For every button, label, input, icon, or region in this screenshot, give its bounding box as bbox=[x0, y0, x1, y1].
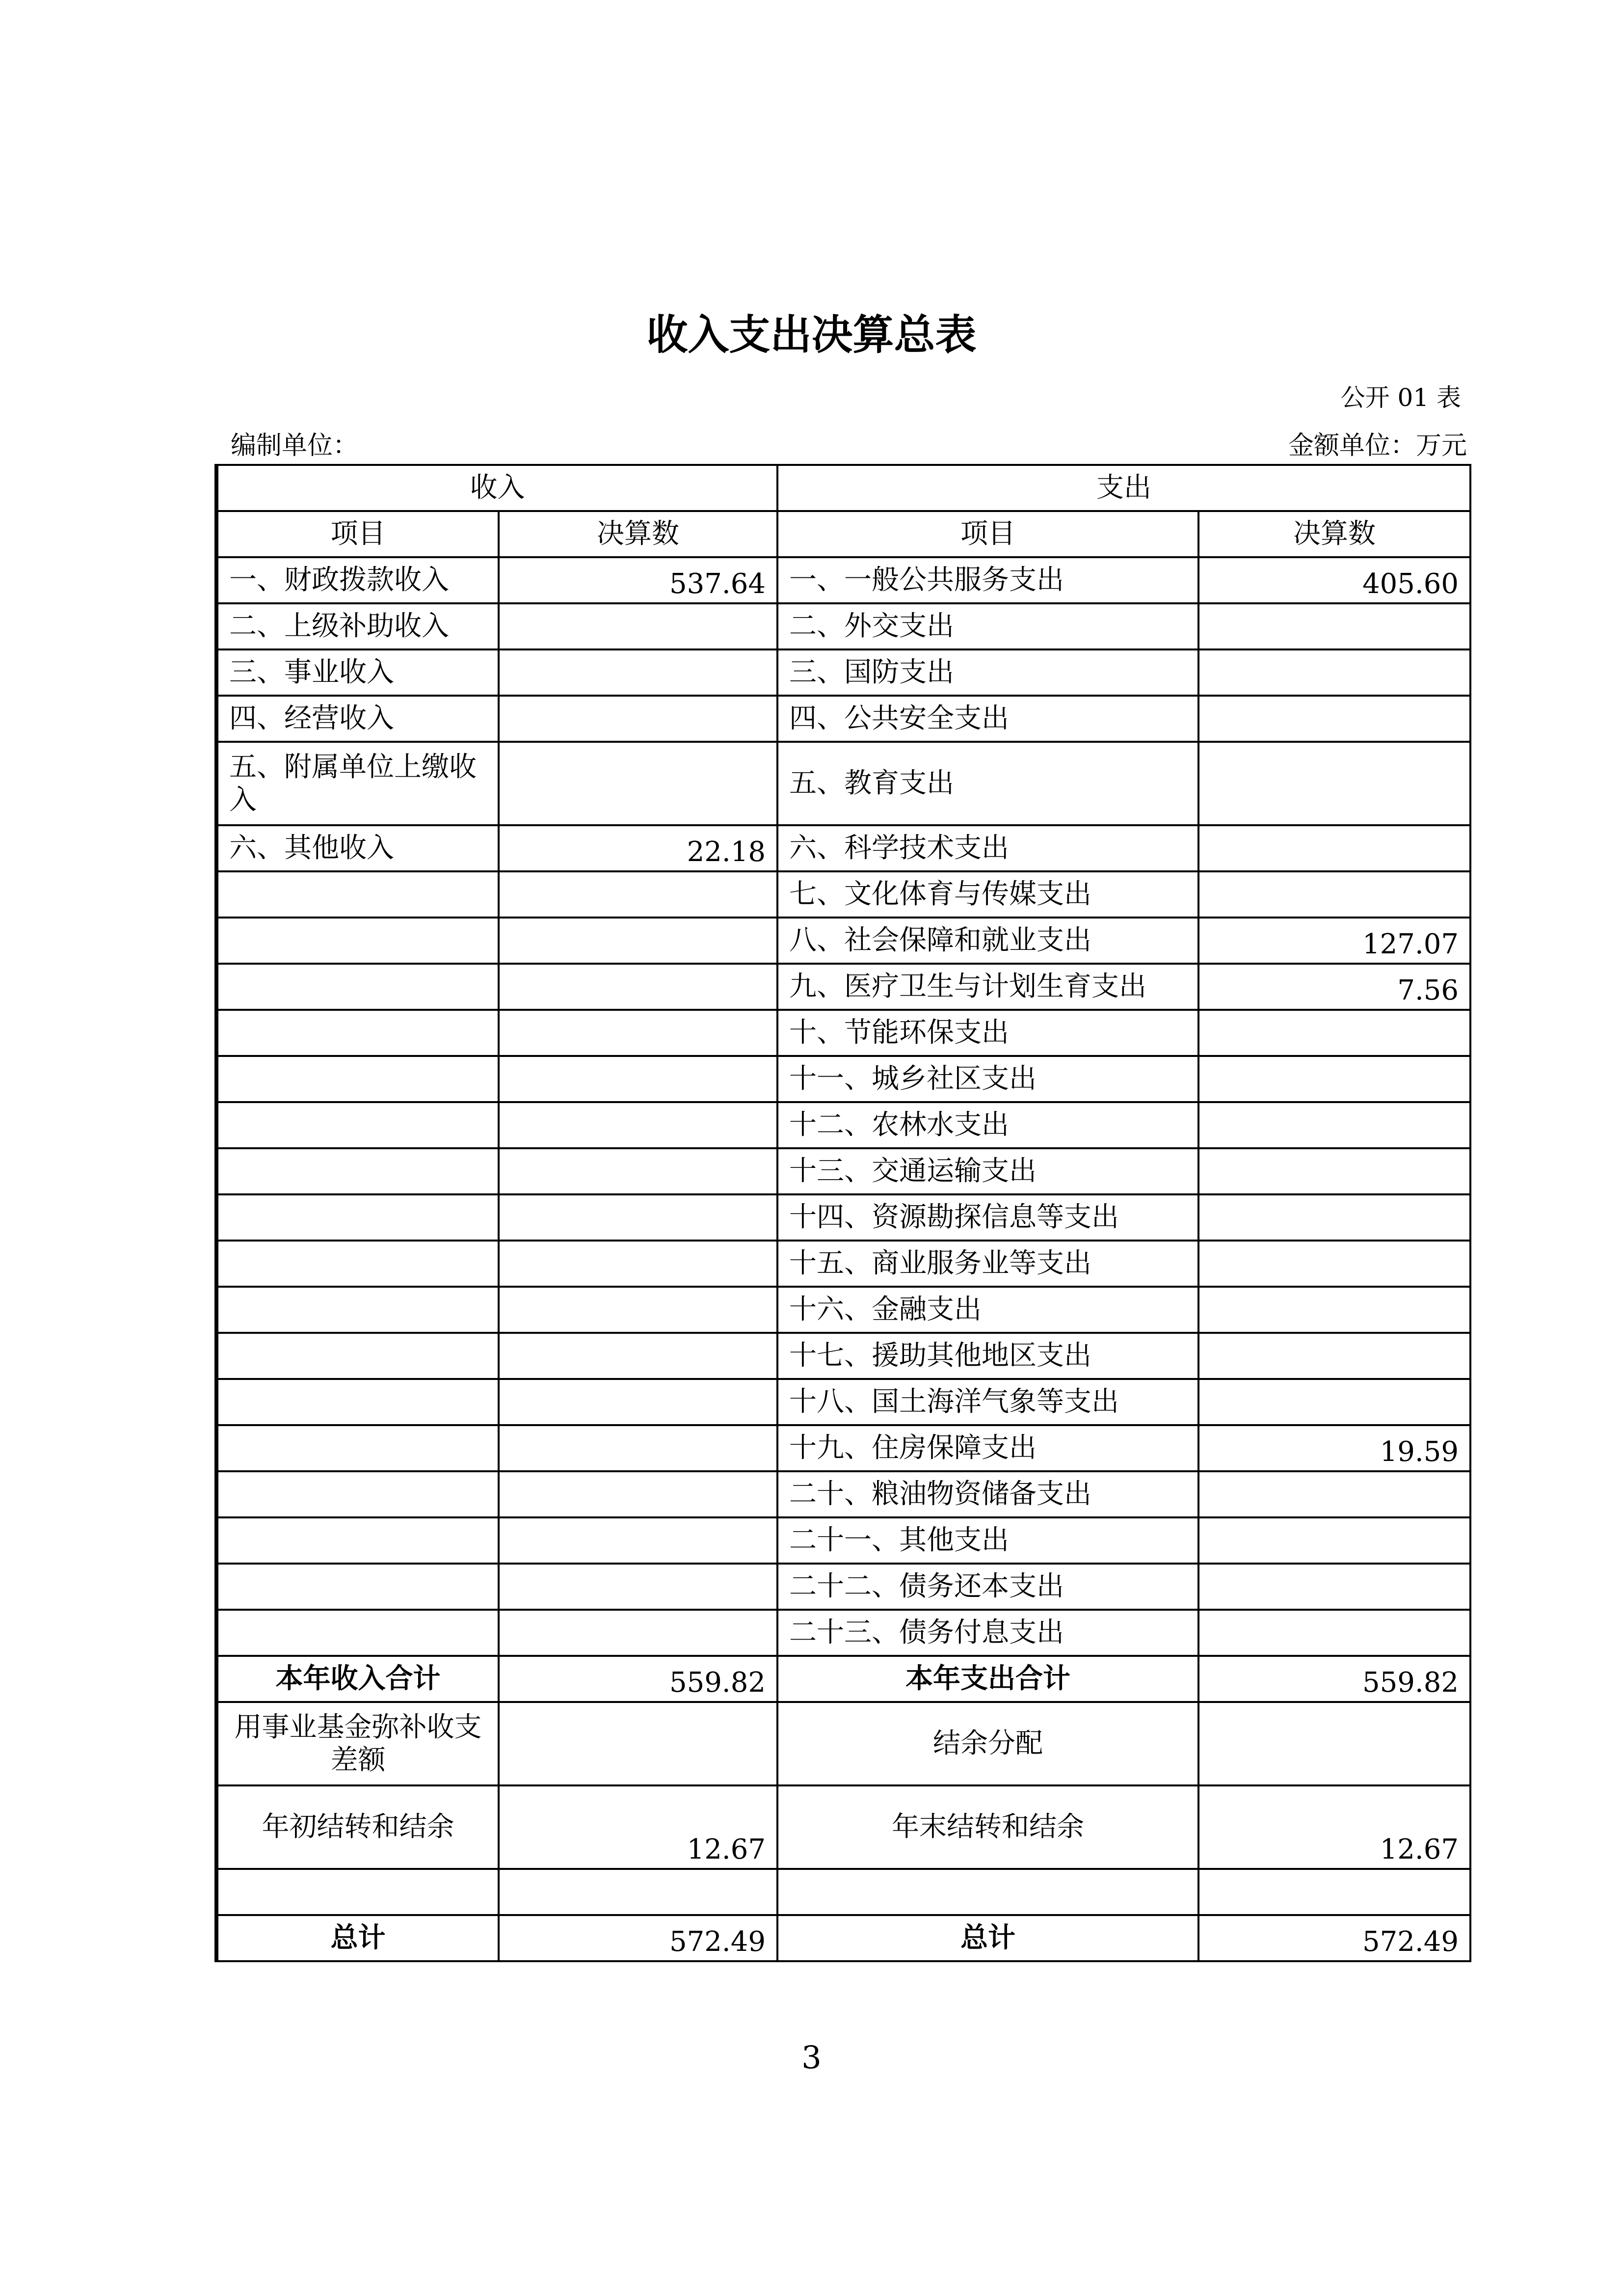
annual-expense-value: 559.82 bbox=[1198, 1656, 1470, 1702]
table-row bbox=[216, 696, 1470, 742]
income-amount-cell bbox=[499, 964, 777, 1010]
table-row bbox=[216, 1287, 1470, 1333]
table-row bbox=[216, 603, 1470, 649]
annual-expense-label: 本年支出合计 bbox=[777, 1656, 1198, 1702]
section-header-row bbox=[216, 465, 1470, 511]
expense-amount-cell bbox=[1198, 1102, 1470, 1148]
income-item-header: 项目 bbox=[216, 511, 499, 557]
expense-item-cell: 十、节能环保支出 bbox=[777, 1010, 1198, 1056]
total-income-label: 总计 bbox=[216, 1915, 499, 1961]
empty-cell bbox=[499, 1869, 777, 1915]
income-item-cell bbox=[216, 1056, 499, 1102]
income-amount-cell: 537.64 bbox=[499, 557, 777, 603]
income-item-cell bbox=[216, 1287, 499, 1333]
income-item-cell: 二、上级补助收入 bbox=[216, 603, 499, 649]
income-amount-cell bbox=[499, 742, 777, 825]
income-item-cell bbox=[216, 1102, 499, 1148]
form-code: 公开 01 表 bbox=[1340, 383, 1461, 412]
empty-cell bbox=[777, 1869, 1198, 1915]
income-item-cell bbox=[216, 1010, 499, 1056]
grand-total-row bbox=[216, 1915, 1470, 1961]
income-header: 收入 bbox=[216, 465, 777, 511]
income-amount-cell bbox=[499, 1010, 777, 1056]
fund-offset-label: 用事业基金弥补收支差额 bbox=[216, 1702, 499, 1785]
income-amount-cell bbox=[499, 649, 777, 696]
income-amount-cell bbox=[499, 1241, 777, 1287]
income-item-cell bbox=[216, 1194, 499, 1241]
expense-item-cell: 十二、农林水支出 bbox=[777, 1102, 1198, 1148]
end-balance-value: 12.67 bbox=[1198, 1785, 1470, 1869]
expense-amount-cell bbox=[1198, 871, 1470, 918]
expense-item-cell: 五、教育支出 bbox=[777, 742, 1198, 825]
income-item-cell bbox=[216, 1425, 499, 1471]
income-expense-table bbox=[214, 464, 1471, 1962]
fund-offset-row bbox=[216, 1702, 1470, 1785]
expense-amount-cell bbox=[1198, 1564, 1470, 1610]
table-row bbox=[216, 1564, 1470, 1610]
table-row bbox=[216, 1517, 1470, 1564]
table-row bbox=[216, 1148, 1470, 1194]
empty-row bbox=[216, 1869, 1470, 1915]
table-row bbox=[216, 825, 1470, 871]
income-item-cell: 六、其他收入 bbox=[216, 825, 499, 871]
expense-amount-cell bbox=[1198, 1333, 1470, 1379]
income-item-cell bbox=[216, 1333, 499, 1379]
expense-amount-cell bbox=[1198, 1610, 1470, 1656]
income-item-cell bbox=[216, 1564, 499, 1610]
page-number: 3 bbox=[801, 2040, 822, 2076]
income-item-cell bbox=[216, 1148, 499, 1194]
expense-item-cell: 十三、交通运输支出 bbox=[777, 1148, 1198, 1194]
page-title: 收入支出决算总表 bbox=[646, 311, 977, 359]
income-amount-cell bbox=[499, 1056, 777, 1102]
expense-amount-cell bbox=[1198, 1517, 1470, 1564]
surplus-allocation-value bbox=[1198, 1702, 1470, 1785]
expense-amount-cell bbox=[1198, 1471, 1470, 1517]
income-item-cell: 三、事业收入 bbox=[216, 649, 499, 696]
expense-item-cell: 十四、资源勘探信息等支出 bbox=[777, 1194, 1198, 1241]
income-amount-cell bbox=[499, 1564, 777, 1610]
income-amount-cell: 22.18 bbox=[499, 825, 777, 871]
income-amount-cell bbox=[499, 1517, 777, 1564]
expense-amount-cell bbox=[1198, 696, 1470, 742]
table-row bbox=[216, 1471, 1470, 1517]
income-item-cell bbox=[216, 1379, 499, 1425]
annual-income-label: 本年收入合计 bbox=[216, 1656, 499, 1702]
table-row bbox=[216, 871, 1470, 918]
end-balance-label: 年末结转和结余 bbox=[777, 1785, 1198, 1869]
income-amount-cell bbox=[499, 1194, 777, 1241]
income-amount-cell bbox=[499, 1610, 777, 1656]
total-expense-label: 总计 bbox=[777, 1915, 1198, 1961]
table-row bbox=[216, 1610, 1470, 1656]
table-row bbox=[216, 918, 1470, 964]
income-amount-cell bbox=[499, 918, 777, 964]
expense-amount-cell bbox=[1198, 1287, 1470, 1333]
expense-amount-cell bbox=[1198, 1148, 1470, 1194]
expense-amount-cell: 405.60 bbox=[1198, 557, 1470, 603]
expense-item-cell: 二十一、其他支出 bbox=[777, 1517, 1198, 1564]
income-amount-cell bbox=[499, 1333, 777, 1379]
income-item-cell bbox=[216, 964, 499, 1010]
expense-amount-cell bbox=[1198, 1241, 1470, 1287]
expense-item-cell: 三、国防支出 bbox=[777, 649, 1198, 696]
expense-amount-cell bbox=[1198, 825, 1470, 871]
expense-amount-cell bbox=[1198, 649, 1470, 696]
expense-amount-cell: 7.56 bbox=[1198, 964, 1470, 1010]
begin-balance-label: 年初结转和结余 bbox=[216, 1785, 499, 1869]
expense-item-cell: 八、社会保障和就业支出 bbox=[777, 918, 1198, 964]
income-amount-cell bbox=[499, 1471, 777, 1517]
total-income-value: 572.49 bbox=[499, 1915, 777, 1961]
expense-amount-cell bbox=[1198, 1379, 1470, 1425]
expense-item-cell: 二、外交支出 bbox=[777, 603, 1198, 649]
expense-item-cell: 十七、援助其他地区支出 bbox=[777, 1333, 1198, 1379]
expense-amount-cell bbox=[1198, 1194, 1470, 1241]
table-row bbox=[216, 649, 1470, 696]
expense-item-cell: 七、文化体育与传媒支出 bbox=[777, 871, 1198, 918]
expense-amount-header: 决算数 bbox=[1198, 511, 1470, 557]
income-amount-cell bbox=[499, 1148, 777, 1194]
expense-item-cell: 二十二、债务还本支出 bbox=[777, 1564, 1198, 1610]
expense-item-cell: 十六、金融支出 bbox=[777, 1287, 1198, 1333]
expense-item-cell: 十八、国土海洋气象等支出 bbox=[777, 1379, 1198, 1425]
expense-amount-cell bbox=[1198, 1010, 1470, 1056]
expense-amount-cell bbox=[1198, 603, 1470, 649]
income-amount-cell bbox=[499, 1425, 777, 1471]
table-summary bbox=[216, 1656, 1470, 1961]
income-item-cell: 五、附属单位上缴收入 bbox=[216, 742, 499, 825]
expense-amount-cell: 19.59 bbox=[1198, 1425, 1470, 1471]
annual-income-value: 559.82 bbox=[499, 1656, 777, 1702]
expense-item-cell: 一、一般公共服务支出 bbox=[777, 557, 1198, 603]
expense-item-cell: 十九、住房保障支出 bbox=[777, 1425, 1198, 1471]
surplus-allocation-label: 结余分配 bbox=[777, 1702, 1198, 1785]
compiling-unit-label: 编制单位： bbox=[231, 431, 359, 460]
table-row bbox=[216, 742, 1470, 825]
income-item-cell bbox=[216, 871, 499, 918]
amount-unit-label: 金额单位：万元 bbox=[1288, 431, 1467, 460]
table-row bbox=[216, 1425, 1470, 1471]
expense-item-header: 项目 bbox=[777, 511, 1198, 557]
column-header-row bbox=[216, 511, 1470, 557]
expense-item-cell: 十一、城乡社区支出 bbox=[777, 1056, 1198, 1102]
income-item-cell bbox=[216, 1517, 499, 1564]
income-amount-cell bbox=[499, 871, 777, 918]
fund-offset-value bbox=[499, 1702, 777, 1785]
empty-cell bbox=[1198, 1869, 1470, 1915]
annual-total-row bbox=[216, 1656, 1470, 1702]
expense-item-cell: 二十三、债务付息支出 bbox=[777, 1610, 1198, 1656]
income-amount-cell bbox=[499, 603, 777, 649]
table-row bbox=[216, 557, 1470, 603]
table-row bbox=[216, 1333, 1470, 1379]
income-amount-header: 决算数 bbox=[499, 511, 777, 557]
expense-item-cell: 四、公共安全支出 bbox=[777, 696, 1198, 742]
income-item-cell bbox=[216, 1241, 499, 1287]
income-item-cell: 四、经营收入 bbox=[216, 696, 499, 742]
income-amount-cell bbox=[499, 1102, 777, 1148]
table-row bbox=[216, 1010, 1470, 1056]
empty-cell bbox=[216, 1869, 499, 1915]
total-expense-value: 572.49 bbox=[1198, 1915, 1470, 1961]
income-amount-cell bbox=[499, 1287, 777, 1333]
table-row bbox=[216, 1194, 1470, 1241]
expense-item-cell: 十五、商业服务业等支出 bbox=[777, 1241, 1198, 1287]
table-row bbox=[216, 1056, 1470, 1102]
table-row bbox=[216, 1241, 1470, 1287]
expense-amount-cell: 127.07 bbox=[1198, 918, 1470, 964]
table-body bbox=[216, 465, 1470, 1656]
table-row bbox=[216, 964, 1470, 1010]
expense-item-cell: 九、医疗卫生与计划生育支出 bbox=[777, 964, 1198, 1010]
begin-balance-value: 12.67 bbox=[499, 1785, 777, 1869]
expense-item-cell: 六、科学技术支出 bbox=[777, 825, 1198, 871]
income-item-cell: 一、财政拨款收入 bbox=[216, 557, 499, 603]
table-row bbox=[216, 1379, 1470, 1425]
expense-item-cell: 二十、粮油物资储备支出 bbox=[777, 1471, 1198, 1517]
table-row bbox=[216, 1102, 1470, 1148]
expense-amount-cell bbox=[1198, 1056, 1470, 1102]
income-amount-cell bbox=[499, 696, 777, 742]
income-item-cell bbox=[216, 918, 499, 964]
expense-header: 支出 bbox=[777, 465, 1470, 511]
expense-amount-cell bbox=[1198, 742, 1470, 825]
income-amount-cell bbox=[499, 1379, 777, 1425]
balance-row bbox=[216, 1785, 1470, 1869]
income-item-cell bbox=[216, 1610, 499, 1656]
income-item-cell bbox=[216, 1471, 499, 1517]
